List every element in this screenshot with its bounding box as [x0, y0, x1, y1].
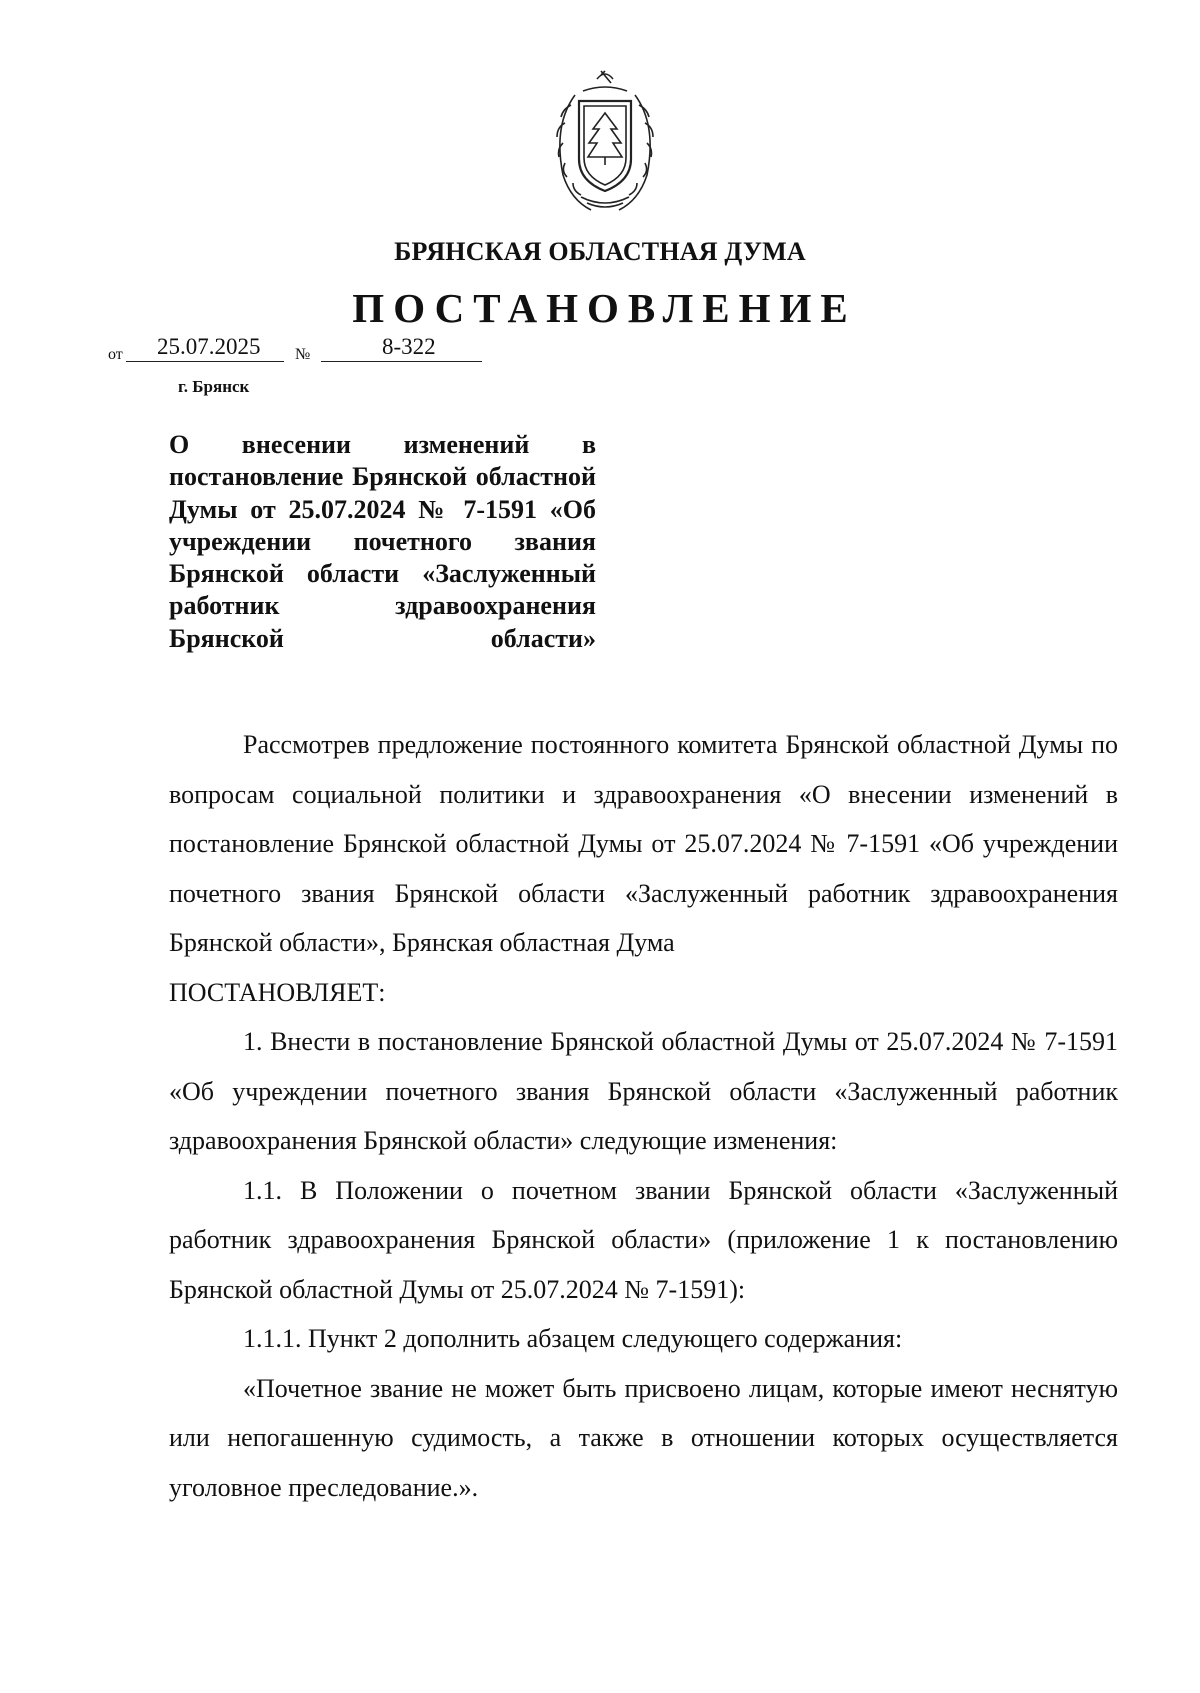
document-type-title: ПОСТАНОВЛЕНИЕ: [352, 285, 857, 331]
number-prefix: №: [295, 346, 311, 363]
item-1-1-1-paragraph: 1.1.1. Пункт 2 дополнить абзацем следующего содержания:: [243, 1324, 903, 1353]
date-prefix: от: [108, 346, 123, 363]
number-underline: [321, 361, 482, 362]
document-number: 8-322: [382, 334, 436, 359]
document-date: 25.07.2025: [157, 334, 261, 359]
resolves-heading: ПОСТАНОВЛЯЕТ:: [169, 977, 386, 1007]
date-underline: [126, 361, 284, 362]
item-1-paragraph: 1. Внести в постановление Брянской областной Думы от 25.07.2024 № 7-1591 «Об учреждении почетного звания Брянской области «Заслуженный работник здравоохранения Брянской области» следующие изменения:: [169, 1027, 1118, 1155]
preamble-paragraph: Рассмотрев предложение постоянного комитета Брянской областной Думы по вопросам социальной политики и здравоохранения «О внесении изменений в постановление Брянской областной Думы от 25.07.2024 № 7-1591 «Об учреждении почетного звания Брянской области «Заслуженный работник здравоохранения Брянской области», Брянская областная Дума: [169, 730, 1118, 957]
city-label: г. Брянск: [178, 377, 250, 396]
organization-name: БРЯНСКАЯ ОБЛАСТНАЯ ДУМА: [394, 237, 806, 266]
coat-of-arms-icon: [535, 65, 675, 220]
hammer-sickle-icon: [597, 71, 613, 83]
document-body: [169, 720, 1118, 1512]
quoted-amendment-paragraph: «Почетное звание не может быть присвоено лицам, которые имеют неснятую или непогашенную судимость, а также в отношении которых осуществляется уголовное преследование.».: [169, 1373, 1118, 1502]
document-subject: О внесении изменений в постановление Брянской областной Думы от 25.07.2024 № 7-1591 «Об учреждении почетного звания Брянской области «Заслуженный работник здравоохранения Брянской области»: [169, 430, 596, 653]
item-1-1-paragraph: 1.1. В Положении о почетном звании Брянской области «Заслуженный работник здравоохранения Брянской области» (приложение 1 к постановлению Брянской областной Думы от 25.07.2024 № 7-1591):: [169, 1175, 1118, 1304]
